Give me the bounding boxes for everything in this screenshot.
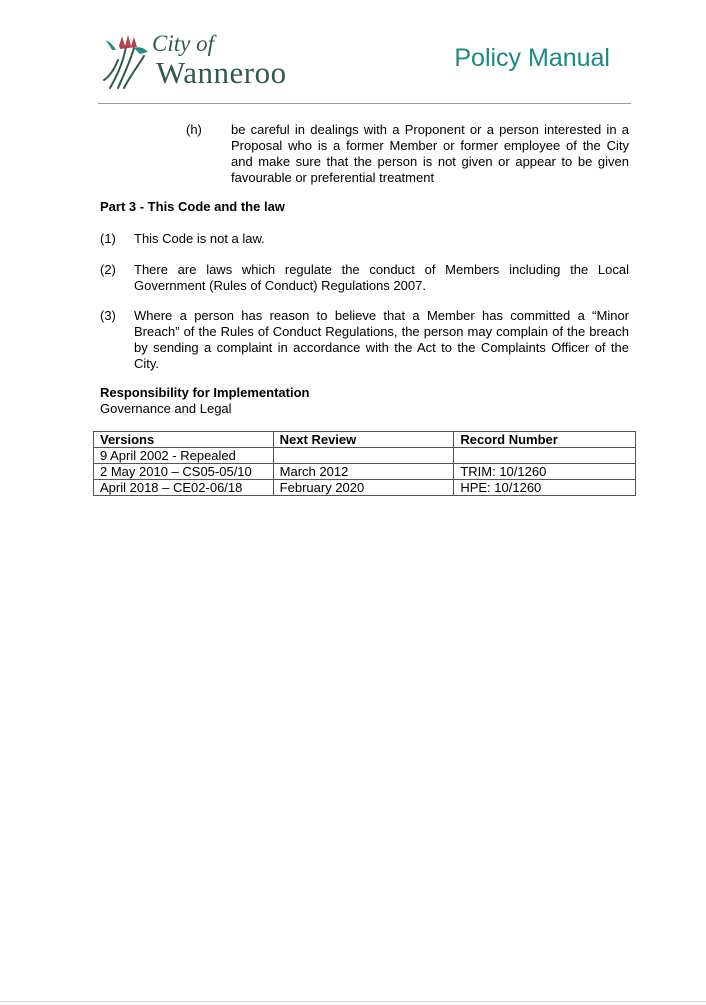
table-cell: March 2012	[273, 464, 454, 480]
part3-item-1-text: This Code is not a law.	[134, 231, 265, 246]
responsibility-heading: Responsibility for Implementation	[100, 385, 310, 400]
part3-item-2-label: (2)	[100, 262, 116, 277]
table-cell: HPE: 10/1260	[454, 480, 636, 496]
table-cell: 2 May 2010 – CS05-05/10	[94, 464, 274, 480]
table-cell	[454, 448, 636, 464]
part3-item-3-text: Where a person has reason to believe that a Member has committed a “Minor Breach” of the Rules of Conduct Regulations, the person may complain of the breach by sending a complaint in accordance with the Act to the Complaints Officer of the City.	[134, 308, 629, 371]
table-cell	[273, 448, 454, 464]
document-title: Policy Manual	[454, 44, 610, 72]
column-header-next-review: Next Review	[273, 432, 454, 448]
part3-item-2-text: There are laws which regulate the conduct of Members including the Local Government (Rules of Conduct) Regulations 2007.	[134, 262, 629, 293]
table-cell: April 2018 – CE02-06/18	[94, 480, 274, 496]
table-header-row	[94, 432, 636, 448]
logo-wanneroo-text: Wanneroo	[156, 55, 287, 90]
table-cell: TRIM: 10/1260	[454, 464, 636, 480]
logo-city-of-text: City of	[152, 31, 214, 56]
table-row	[94, 480, 636, 496]
column-header-record-number: Record Number	[454, 432, 636, 448]
table-cell: 9 April 2002 - Repealed	[94, 448, 274, 464]
footer-divider	[0, 1001, 706, 1002]
city-of-wanneroo-logo	[100, 30, 300, 90]
part3-item-3-label: (3)	[100, 308, 116, 323]
part3-item-1-label: (1)	[100, 231, 116, 246]
header-divider	[98, 103, 631, 104]
part3-heading: Part 3 - This Code and the law	[100, 199, 285, 214]
table-cell: February 2020	[273, 480, 454, 496]
kangaroo-paw-logo-icon	[100, 30, 156, 90]
item-h-text: be careful in dealings with a Proponent or a person interested in a Proposal who is a former Member or former employee of the City and make sure that the person is not given or appear to be given favourable or preferential treatment	[231, 122, 629, 185]
versions-table	[93, 431, 636, 496]
table-row	[94, 464, 636, 480]
table-row	[94, 448, 636, 464]
column-header-versions: Versions	[94, 432, 274, 448]
responsibility-value: Governance and Legal	[100, 401, 232, 416]
item-h-label: (h)	[186, 122, 202, 137]
